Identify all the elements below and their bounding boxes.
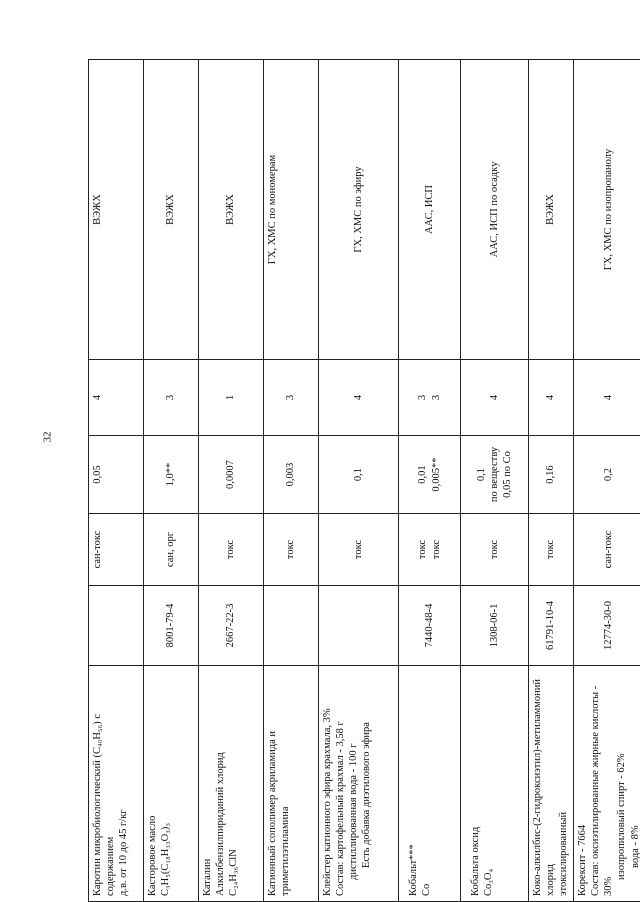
cas-number: 61791-10-4: [529, 586, 574, 666]
mpc-value: 0,01 0,005**: [399, 436, 461, 514]
page-number: 32: [41, 431, 53, 443]
mpc-value: 0,05: [89, 436, 144, 514]
analysis-method: ВЭЖХ: [144, 60, 199, 360]
cas-number: 1308-06-1: [461, 586, 529, 666]
cas-number: [319, 586, 399, 666]
mpc-value: 0,2: [574, 436, 640, 514]
analysis-method: ААС, ИСП: [399, 60, 461, 360]
table-row: [461, 60, 529, 902]
hazard-class: 4: [461, 360, 529, 436]
analysis-method: ГХ, ХМС по мономерам: [264, 60, 319, 360]
cas-number: [89, 586, 144, 666]
hazard-indicator: токс: [461, 514, 529, 586]
cas-number: 7440-48-4: [399, 586, 461, 666]
substance-name: Катионный сополимер акриламида и триметилэтиламина: [264, 666, 319, 902]
substance-name: Каротин микробиологический (C₄₀H₅₆) с содержанием д.в. от 10 до 45 г/кг: [89, 666, 144, 902]
table-row: [574, 60, 640, 902]
hazard-class: 3: [144, 360, 199, 436]
hazard-class: 1: [199, 360, 264, 436]
hazard-class: 4: [319, 360, 399, 436]
substance-name: Коко-алкилбис-(2-гидроксиэтил)-метиламмоний хлорид этоксилированный: [529, 666, 574, 902]
hazard-indicator: токс: [199, 514, 264, 586]
hazard-indicator: сан-токс: [574, 514, 640, 586]
cas-number: [264, 586, 319, 666]
table-row: [199, 60, 264, 902]
mpc-value: 0,003: [264, 436, 319, 514]
hazard-indicator: токс: [264, 514, 319, 586]
table-row: [319, 60, 399, 902]
cas-number: 12774-30-0: [574, 586, 640, 666]
substance-name: Корексит - 7664 Состав: оксиэтилированные жирные кислоты - 30% изопропиловый спирт - 62% вода - 8%: [574, 666, 640, 902]
analysis-method: ВЭЖХ: [529, 60, 574, 360]
table-row: [144, 60, 199, 902]
table-row: [264, 60, 319, 902]
substances-table-container: [88, 60, 640, 902]
hazard-class: 4: [529, 360, 574, 436]
substance-name: Каталин Алкилбензилпиридиний хлорид C₂₄H₃₆ClN: [199, 666, 264, 902]
hazard-indicator: сан-токс: [89, 514, 144, 586]
analysis-method: ВЭЖХ: [89, 60, 144, 360]
hazard-indicator: токс: [319, 514, 399, 586]
mpc-value: 0,1 по веществу 0,05 по Co: [461, 436, 529, 514]
analysis-method: ААС, ИСП по осадку: [461, 60, 529, 360]
substance-name: Кобальт*** Co: [399, 666, 461, 902]
hazard-indicator: сан, орг: [144, 514, 199, 586]
hazard-class: 4: [89, 360, 144, 436]
mpc-value: 1,0**: [144, 436, 199, 514]
substance-name: Клейстер катионного эфира крахмала, 3% Состав: картофельный крахмал - 3,58 г дистиллированная вода - 100 г Есть добавка диэтилового эфира: [319, 666, 399, 902]
mpc-value: 0,0007: [199, 436, 264, 514]
analysis-method: ВЭЖХ: [199, 60, 264, 360]
substances-table: [88, 59, 640, 902]
hazard-indicator: токс токс: [399, 514, 461, 586]
substance-name: Касторовое масло C₃H₅(C₁₈H₃₃O₃)₃: [144, 666, 199, 902]
substance-name: Кобальта оксид Co₃O₄: [461, 666, 529, 902]
hazard-class: 4: [574, 360, 640, 436]
mpc-value: 0,16: [529, 436, 574, 514]
cas-number: 2667-22-3: [199, 586, 264, 666]
analysis-method: ГХ, ХМС по эфиру: [319, 60, 399, 360]
analysis-method: ГХ, ХМС по изопропанолу: [574, 60, 640, 360]
hazard-class: 3 3: [399, 360, 461, 436]
table-row: [529, 60, 574, 902]
mpc-value: 0,1: [319, 436, 399, 514]
table-row: [89, 60, 144, 902]
hazard-indicator: токс: [529, 514, 574, 586]
table-row: [399, 60, 461, 902]
cas-number: 8001-79-4: [144, 586, 199, 666]
hazard-class: 3: [264, 360, 319, 436]
